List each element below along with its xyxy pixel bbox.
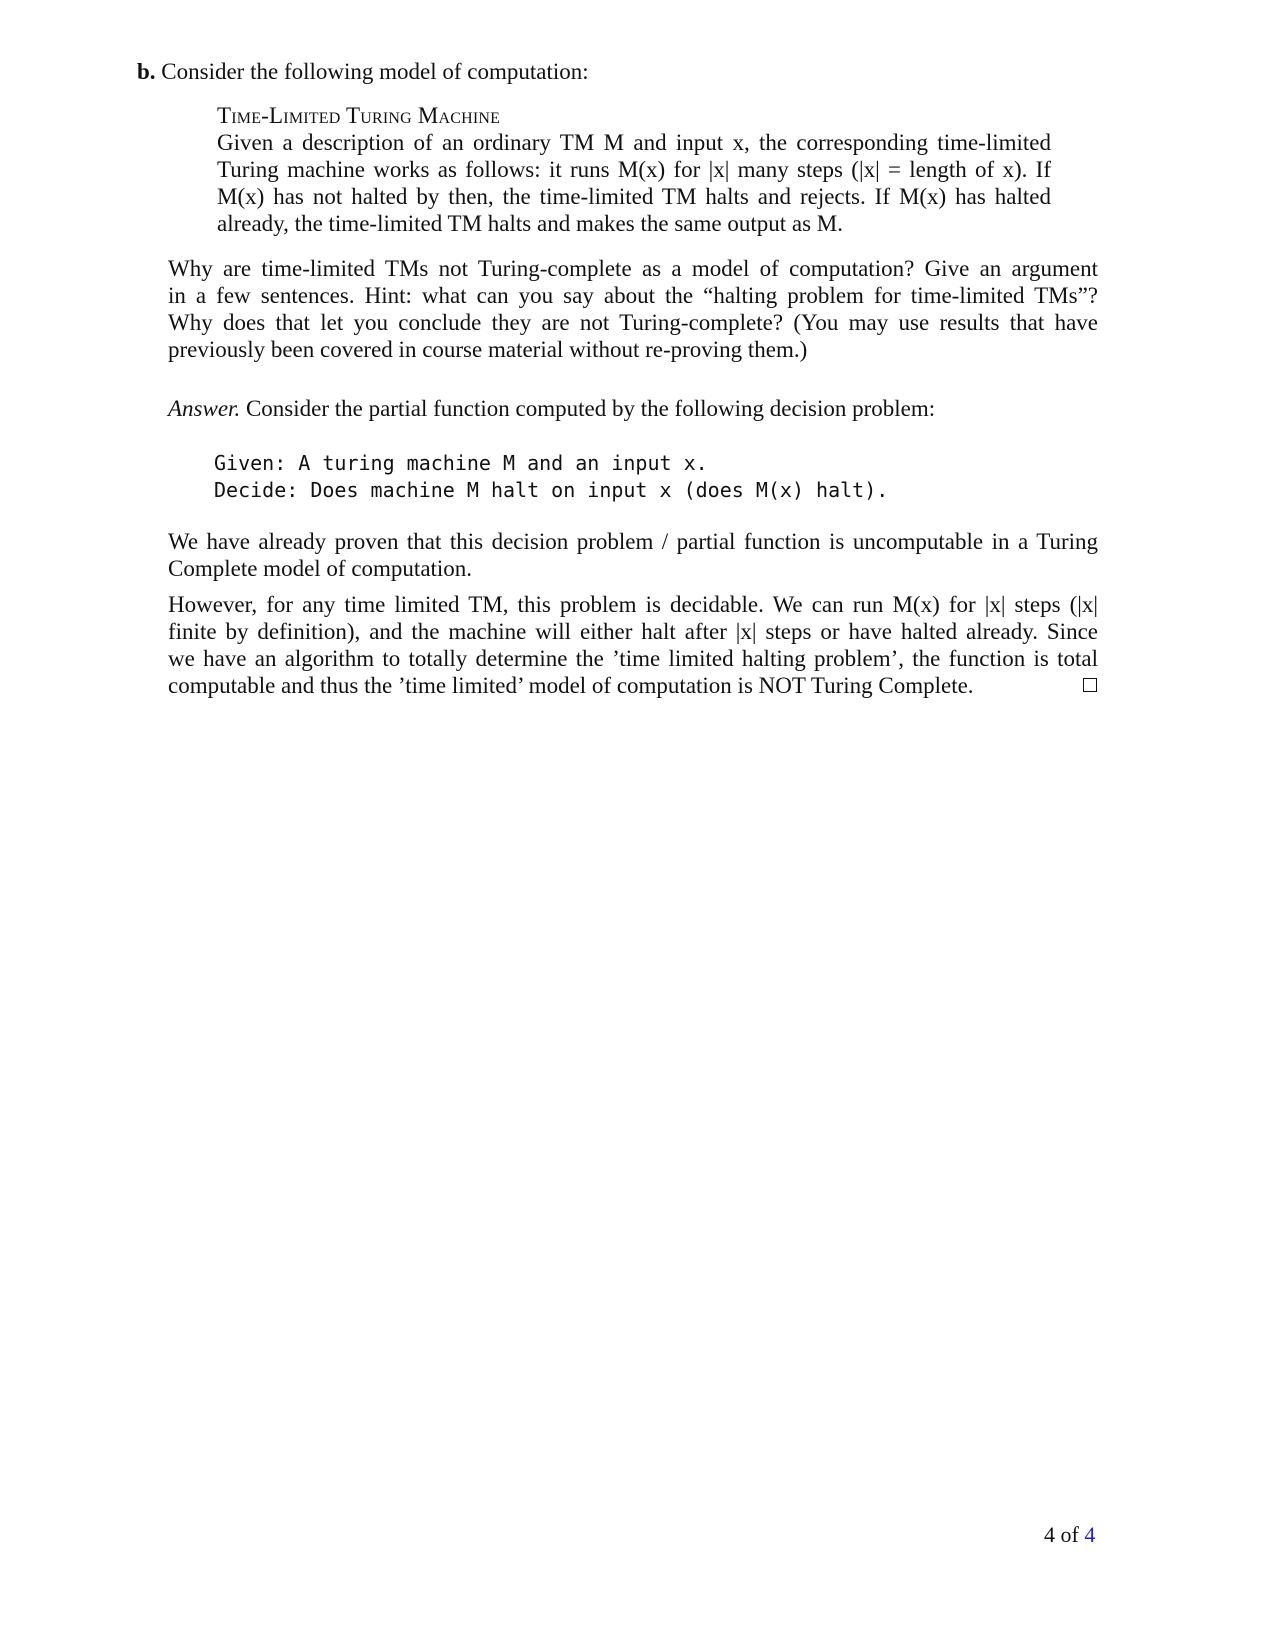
answer-paragraph-line: computable and thus the ’time limited’ model of computation is NOT Turing Complete.: [168, 673, 974, 698]
answer-paragraph-line: However, for any time limited TM, this problem is decidable. We can run M(x) for |x| steps (|x|: [168, 592, 1098, 617]
page-number: [1044, 1522, 1095, 1548]
definition-line: M(x) has not halted by then, the time-limited TM halts and rejects. If M(x) has halted: [217, 184, 1051, 209]
question-line: in a few sentences. Hint: what can you say about the “halting problem for time-limited TMs”?: [168, 283, 1098, 308]
part-heading: [137, 58, 589, 86]
part-intro: Consider the following model of computation:: [161, 59, 589, 84]
answer-paragraph-line: We have already proven that this decision problem / partial function is uncomputable in a Turing: [168, 529, 1098, 554]
definition-line: Given a description of an ordinary TM M and input x, the corresponding time-limited: [217, 130, 1051, 155]
page-total-link[interactable]: 4: [1084, 1522, 1096, 1547]
definition-line: already, the time-limited TM halts and makes the same output as M.: [217, 211, 843, 236]
part-label: b.: [137, 59, 156, 84]
answer-paragraph-line: we have an algorithm to totally determine the ’time limited halting problem’, the function is total: [168, 646, 1098, 671]
question-line: previously been covered in course material without re-proving them.): [168, 337, 808, 362]
answer-paragraph-line: Complete model of computation.: [168, 556, 473, 581]
definition-title: Time-Limited Turing Machine: [217, 103, 501, 128]
code-line: Given: A turing machine M and an input x.: [214, 451, 708, 475]
code-line: Decide: Does machine M halt on input x (does M(x) halt).: [214, 478, 889, 502]
qed-square-icon: [1083, 678, 1097, 692]
answer-heading: [168, 395, 935, 423]
page-current: 4: [1044, 1522, 1055, 1547]
page-separator: of: [1060, 1522, 1079, 1547]
answer-intro: Consider the partial function computed by the following decision problem:: [245, 396, 936, 421]
question-line: Why are time-limited TMs not Turing-complete as a model of computation? Give an argument: [168, 256, 1098, 281]
answer-paragraph-line: finite by definition), and the machine will either halt after |x| steps or have halted already. Since: [168, 619, 1098, 644]
question-line: Why does that let you conclude they are not Turing-complete? (You may use results that have: [168, 310, 1098, 335]
definition-line: Turing machine works as follows: it runs M(x) for |x| many steps (|x| = length of x). If: [217, 157, 1051, 182]
answer-label: Answer.: [168, 396, 241, 421]
